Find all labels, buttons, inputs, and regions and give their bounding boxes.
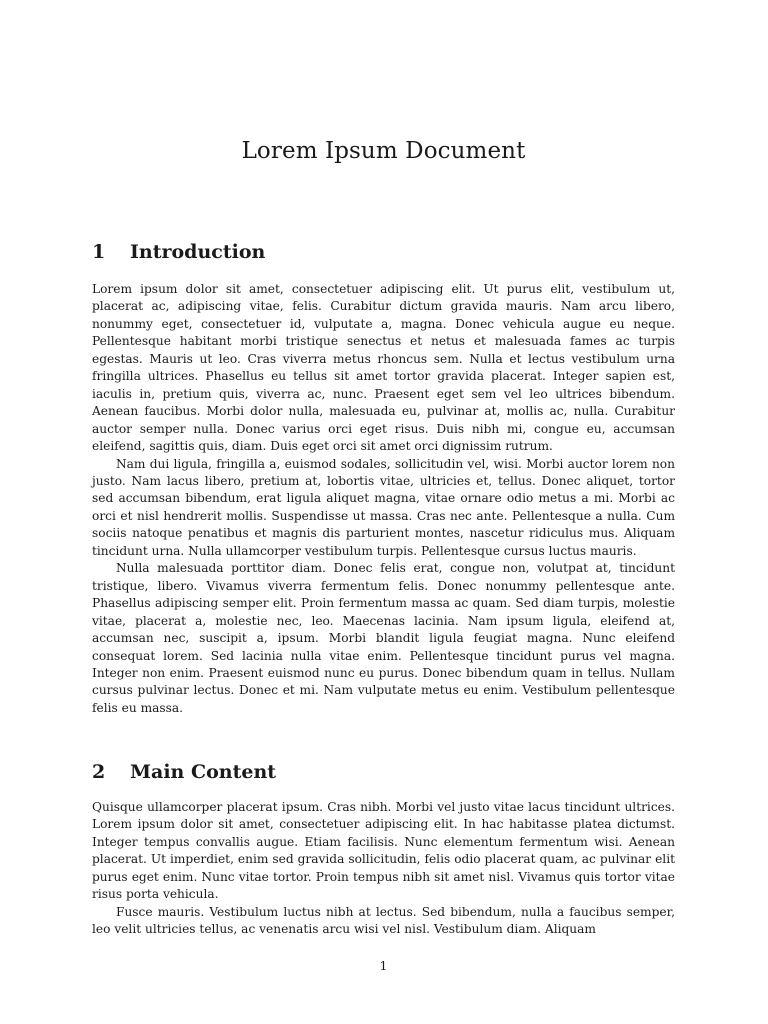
section-number: 2 <box>92 761 106 783</box>
section-title: Main Content <box>130 761 277 783</box>
section-title: Introduction <box>130 241 266 263</box>
section-heading-introduction <box>92 241 265 263</box>
page-number: 1 <box>379 958 388 973</box>
paragraph: Nulla malesuada porttitor diam. Donec felis erat, congue non, volutpat at, tincidunt tristique, libero. Vivamus viverra fermentum felis. Donec nonummy pellentesque ante. Phasellus adipiscing semper elit. Proin fermentum massa ac quam. Sed diam turpis, molestie vitae, placerat a, molestie nec, leo. Maecenas lacinia. Nam ipsum ligula, eleifend at, accumsan nec, suscipit a, ipsum. Morbi blandit ligula feugiat magna. Nunc eleifend consequat lorem. Sed lacinia nulla vitae enim. Pellentesque tincidunt purus vel magna. Integer non enim. Praesent euismod nunc eu purus. Donec bibendum quam in tellus. Nullam cursus pulvinar lectus. Donec et mi. Nam vulputate metus eu enim. Vestibulum pellentesque felis eu massa. <box>92 561 675 715</box>
section-body-introduction <box>92 281 675 717</box>
paragraph: Quisque ullamcorper placerat ipsum. Cras nibh. Morbi vel justo vitae lacus tincidunt ultrices. Lorem ipsum dolor sit amet, consectetuer adipiscing elit. In hac habitasse platea dictumst. Integer tempus convallis augue. Etiam facilisis. Nunc elementum fermentum wisi. Aenean placerat. Ut imperdiet, enim sed gravida sollicitudin, felis odio placerat quam, ac pulvinar elit purus eget enim. Nunc vitae tortor. Proin tempus nibh sit amet nisl. Vivamus quis tortor vitae risus porta vehicula. <box>92 800 675 902</box>
paragraph: Fusce mauris. Vestibulum luctus nibh at lectus. Sed bibendum, nulla a faucibus semper, leo velit ultricies tellus, ac venenatis arcu wisi vel nisl. Vestibulum diam. Aliquam <box>92 904 675 937</box>
document-page <box>92 0 675 1024</box>
paragraph: Nam dui ligula, fringilla a, euismod sodales, sollicitudin vel, wisi. Morbi auctor lorem non justo. Nam lacus libero, pretium at, lobortis vitae, ultricies et, tellus. Donec aliquet, tortor sed accumsan bibendum, erat ligula aliquet magna, vitae ornare odio metus a mi. Morbi ac orci et nisl hendrerit mollis. Suspendisse ut massa. Cras nec ante. Pellentesque a nulla. Cum sociis natoque penatibus et magnis dis parturient montes, nascetur ridiculus mus. Aliquam tincidunt urna. Nulla ullamcorper vestibulum turpis. Pellentesque cursus luctus mauris. <box>92 456 675 558</box>
paragraph: Lorem ipsum dolor sit amet, consectetuer adipiscing elit. Ut purus elit, vestibulum ut, placerat ac, adipiscing vitae, felis. Curabitur dictum gravida mauris. Nam arcu libero, nonummy eget, consectetuer id, vulputate a, magna. Donec vehicula augue eu neque. Pellentesque habitant morbi tristique senectus et netus et malesuada fames ac turpis egestas. Mauris ut leo. Cras viverra metus rhoncus sem. Nulla et lectus vestibulum urna fringilla ultrices. Phasellus eu tellus sit amet tortor gravida placerat. Integer sapien est, iaculis in, pretium quis, viverra ac, nunc. Praesent eget sem vel leo ultrices bibendum. Aenean faucibus. Morbi dolor nulla, malesuada eu, pulvinar at, mollis ac, nulla. Curabitur auctor semper nulla. Donec varius orci eget risus. Duis nibh mi, congue eu, accumsan eleifend, sagittis quis, diam. Duis eget orci sit amet orci dignissim rutrum. <box>92 282 675 454</box>
document-title: Lorem Ipsum Document <box>241 138 526 164</box>
section-body-main-content <box>92 799 675 939</box>
section-heading-main-content <box>92 761 276 783</box>
section-number: 1 <box>92 241 106 263</box>
